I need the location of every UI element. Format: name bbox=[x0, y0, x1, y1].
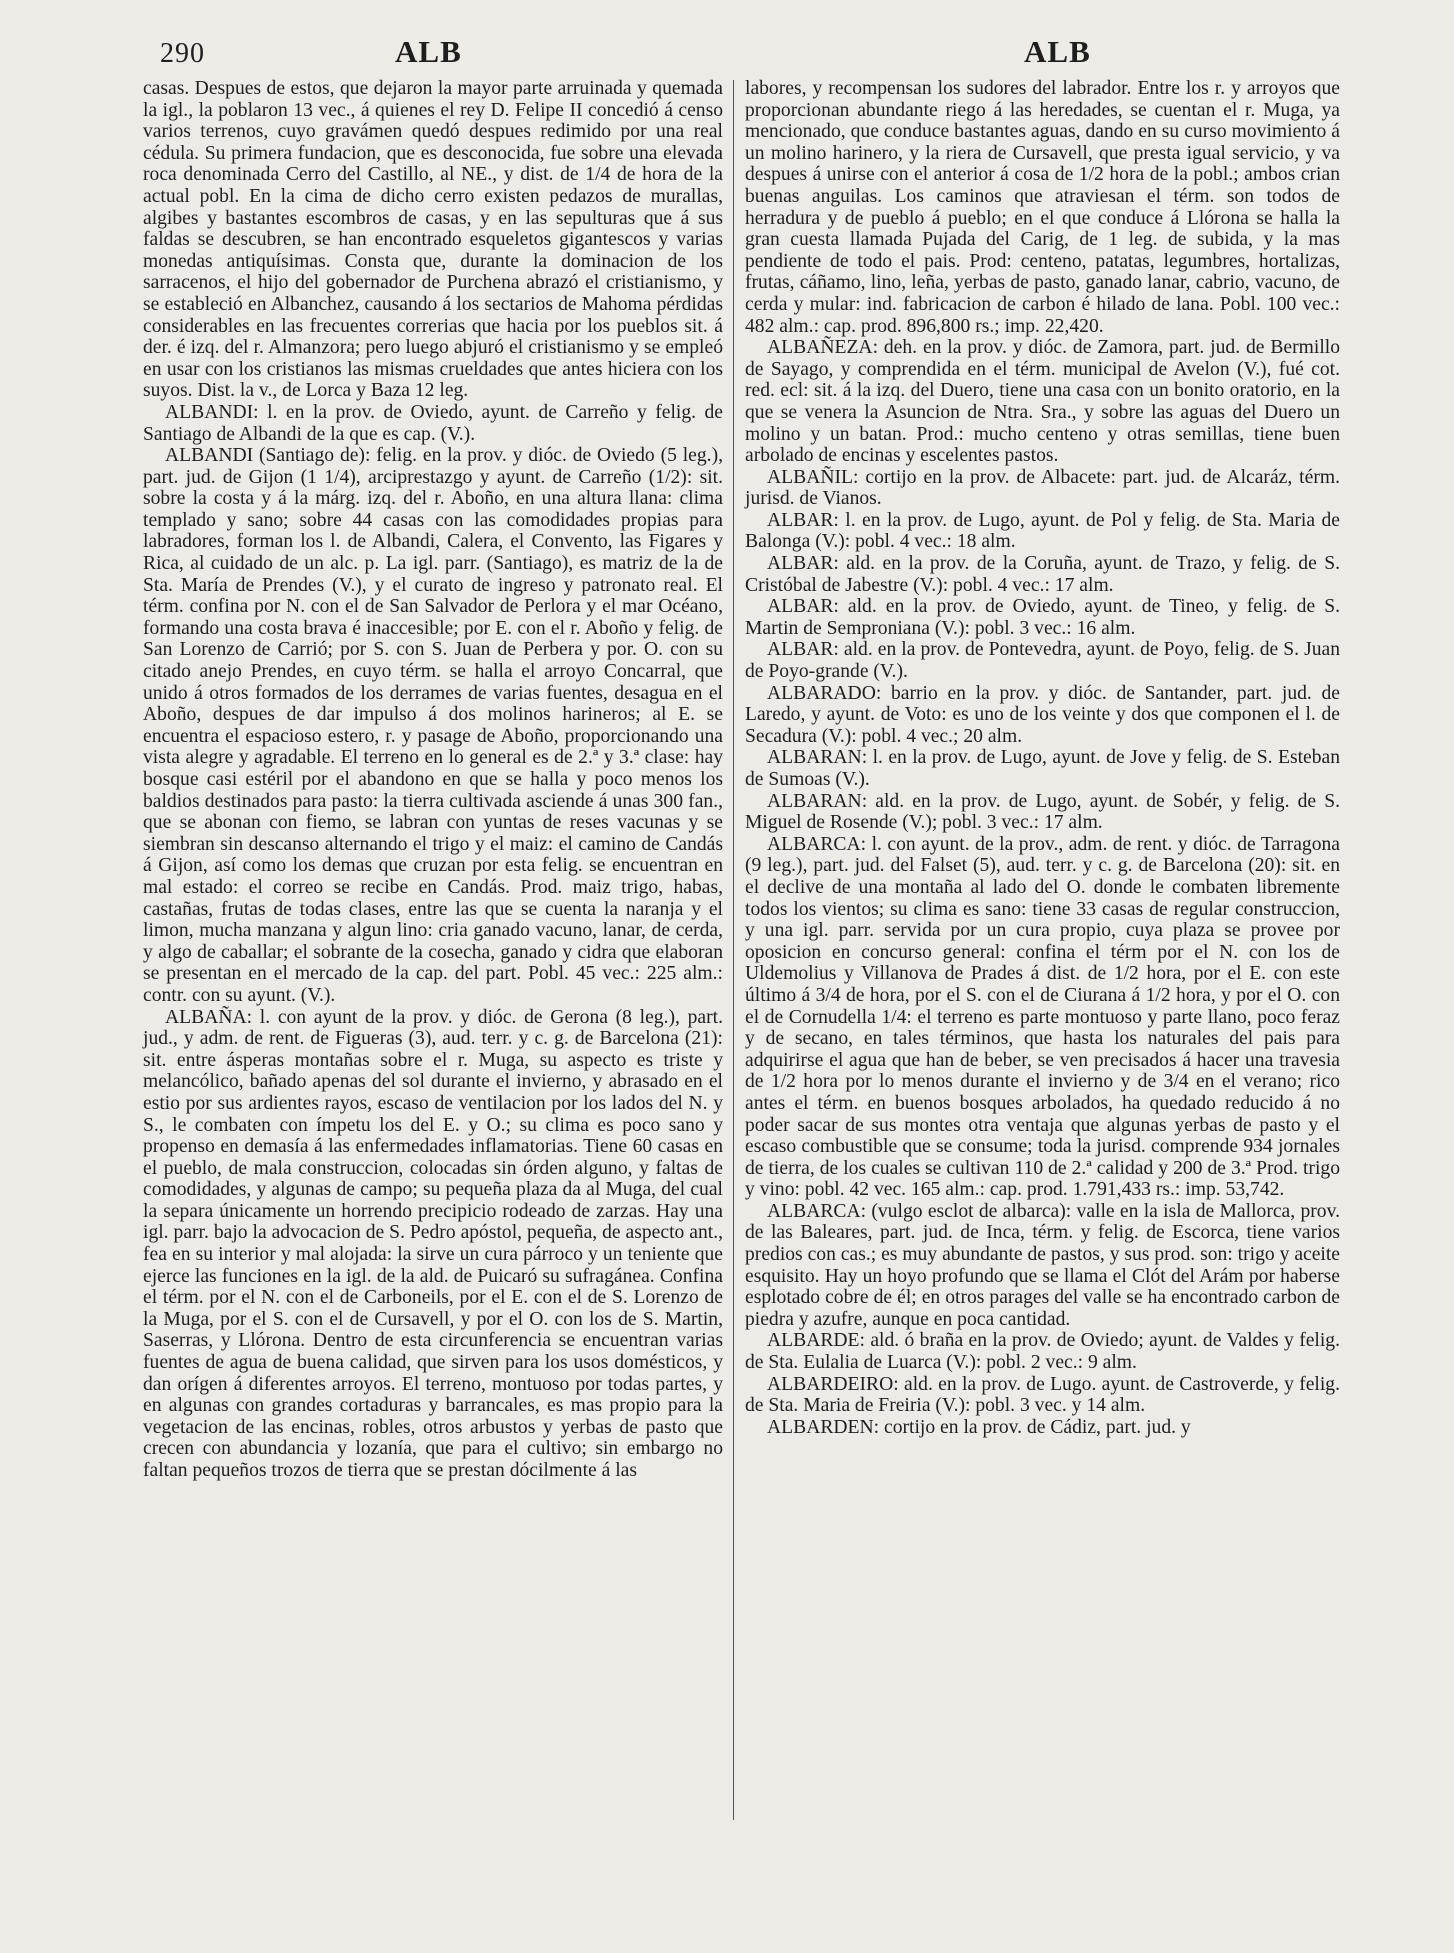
running-head-right: ALB bbox=[1024, 34, 1091, 69]
running-head-left: ALB bbox=[395, 34, 462, 69]
entry-paragraph: ALBANDI (Santiago de): felig. en la prov. y dióc. de Oviedo (5 leg.), part. jud. de Gijon (1 1/4), arciprestazgo y ayunt. de Carreño (1/2): sit. sobre la costa y á la márg. izq. del r. Aboño, en una altura llana: clima templado y sano; sobre 44 casas con las comodidades propias para labradores, forman los l. de Albandi, Calera, el Convento, las Figares y Rica, al cuidado de un alc. p. La igl. parr. (Santiago), es matriz de la de Sta. María de Prendes (V.), y el curato de ingreso y patronato real. El térm. confina por N. con el de San Salvador de Perlora y el mar Océano, formando una costa brava é inaccesible; por E. con el r. Aboño y felig. de San Lorenzo de Carrió; por S. con S. Juan de Perbera y por. O. con su citado anejo Prendes, en cuyo térm. se halla el arroyo Concarral, que unido á otros formados de los derrames de varias fuentes, desagua en el Aboño, despues de dar impulso á dos molinos harineros; al E. se encuentra el espacioso estero, r. y pasage de Aboño, proporcionando una vista alegre y agradable. El terreno en lo general es de 2.ª y 3.ª clase: hay bosque casi estéril por el abandono en que se halla y poco menos los baldios destinados para pasto: la tierra cultivada asciende á unas 300 fan., que se abonan con fiemo, se labran con yuntas de reses vacunas y se siembran sin descanso alternando el trigo y el maiz: el camino de Candás á Gijon, así como los demas que cruzan por esta felig. se encuentran en mal estado: el correo se recibe en Candás. Prod. maiz trigo, habas, castañas, frutas de todas clases, entre las que se cuenta la naranja y el limon, mucha manzana y algun lino: cria ganado vacuno, lanar, de cerda, y algo de caballar; el sobrante de la cosecha, ganado y cidra que elaboran se presentan en el mercado de la cap. del part. Pobl. 45 vec.: 225 alm.: contr. con su ayunt. (V.). bbox=[143, 445, 723, 1006]
entry-paragraph: ALBAR: ald. en la prov. de Pontevedra, ayunt. de Poyo, felig. de S. Juan de Poyo-grande (V.). bbox=[745, 639, 1340, 683]
entry-paragraph: ALBANDI: l. en la prov. de Oviedo, ayunt. de Carreño y felig. de Santiago de Albandi de la que es cap. (V.). bbox=[143, 401, 723, 445]
entry-paragraph: ALBARCA: l. con ayunt. de la prov., adm. de rent. y dióc. de Tarragona (9 leg.), part. jud. del Falset (5), aud. terr. y c. g. de Barcelona (20): sit. en el declive de una montaña al lado del O. donde le combaten libremente todos los vientos; su clima es sano: tiene 33 casas de regular construccion, y una igl. parr. servida por un cura propio, cuya plaza se provee por oposicion en concurso general: confina el térm por el N. con los de Uldemolius y Villanova de Prades á dist. de 1/2 hora, por el E. con este último á 3/4 de hora, por el S. con el de Ciurana á 1/2 hora, y por el O. con el de Cornudella 1/4: el terreno es parte montuoso y parte llano, poco feraz y de secano, en tales términos, que hasta los naturales del pais para adquirirse el agua que han de beber, se ven precisados á hacer una travesia de 1/2 hora por lo menos durante el invierno y de 3/4 en el verano; rico antes el térm. en buenos bosques arbolados, ha quedado reducido á no poder sacar de sus montes otra ventaja que algunas yerbas de pasto y el escaso combustible que se consume; toda la jurisd. comprende 934 jornales de tierra, de los cuales se cultivan 110 de 2.ª calidad y 200 de 3.ª Prod. trigo y vino: pobl. 42 vec. 165 alm.: cap. prod. 1.791,433 rs.: imp. 53,742. bbox=[745, 833, 1340, 1201]
entry-paragraph: ALBAÑA: l. con ayunt de la prov. y dióc. de Gerona (8 leg.), part. jud., y adm. de rent. de Figueras (3), aud. terr. y c. g. de Barcelona (21): sit. entre ásperas montañas sobre el r. Muga, su aspecto es triste y melancólico, bañado apenas del sol durante el invierno, y abrasado en el estio por sus ardientes rayos, escaso de ventilacion por los lados del N. y S., le combaten con ímpetu los del E. y O.; su clima es poco sano y propenso en demasía á las enfermedades inflamatorias. Tiene 60 casas en el pueblo, de mala construccion, colocadas sin órden alguno, y faltas de comodidades, y algunas de campo; su pequeña plaza da al Muga, del cual la separa únicamente un horrendo precipicio rodeado de zarzas. Hay una igl. parr. bajo la advocacion de S. Pedro apóstol, pequeña, de aspecto ant., fea en su interior y mal alojada: la sirve un cura párroco y un teniente que ejerce las funciones en la igl. de la ald. de Puicaró su sufragánea. Confina el térm. por el N. con el de Carboneils, por el E. con el de S. Lorenzo de la Muga, por el S. con el de Cursavell, y por el O. con los de S. Martin, Saserras, y Llórona. Dentro de esta circunferencia se encuentran varias fuentes de agua de buena calidad, que sirven para los usos domésticos, y dan orígen á diferentes arroyos. El terreno, montuoso por todas partes, y en algunas con grandes cortaduras y barrancales, es mas propio para la vegetacion de las encinas, robles, otros arbustos y yerbas de pasto que crecen con abundancia y lozanía, que para el cultivo; sin embargo no faltan pequeños trozos de tierra que se prestan dócilmente á las bbox=[143, 1006, 723, 1481]
entry-paragraph: ALBARDEIRO: ald. en la prov. de Lugo. ayunt. de Castroverde, y felig. de Sta. Maria de Freiria (V.): pobl. 3 vec. y 14 alm. bbox=[745, 1373, 1340, 1417]
entry-paragraph: ALBAR: ald. en la prov. de Oviedo, ayunt. de Tineo, y felig. de S. Martin de Semproniana (V.): pobl. 3 vec.: 16 alm. bbox=[745, 596, 1340, 639]
entry-paragraph: ALBAR: ald. en la prov. de la Coruña, ayunt. de Trazo, y felig. de S. Cristóbal de Jabestre (V.): pobl. 4 vec.: 17 alm. bbox=[745, 553, 1340, 596]
entry-paragraph: ALBAÑEZA: deh. en la prov. y dióc. de Zamora, part. jud. de Bermillo de Sayago, y comprendida en el térm. municipal de Avelon (V.), fué cot. red. ecl: sit. á la izq. del Duero, tiene una casa con un bonito oratorio, en la que se venera la Asuncion de Ntra. Sra., y sobre las aguas del Duero un molino y un batan. Prod.: mucho centeno y otras semillas, tiene buen arbolado de encinas y escelentes pastos. bbox=[745, 337, 1340, 467]
entry-paragraph: ALBARDEN: cortijo en la prov. de Cádiz, part. jud. y bbox=[767, 1416, 1191, 1438]
entry-paragraph: labores, y recompensan los sudores del labrador. Entre los r. y arroyos que proporcionan abundante riego á las heredades, se cuentan el r. Muga, ya mencionado, que conduce bastantes aguas, dando en su curso movimiento á un molino harinero, y la riera de Cursavell, que presta igual servicio, y va despues á unirse con el anterior á cosa de 1/2 hora de la pobl.; ambos crian buenas anguilas. Los caminos que atraviesan el térm. son todos de herradura y de pueblo á pueblo; en el que conduce á Llórona se halla la gran cuesta llamada Pujada del Carig, de 1 leg. de subida, y la mas pendiente de todo el pais. Prod: centeno, patatas, legumbres, hortalizas, frutas, cáñamo, lino, leña, yerbas de pasto, ganado lanar, cabrio, vacuno, de cerda y mular: ind. fabricacion de carbon é hilado de lana. Pobl. 100 vec.: 482 alm.: cap. prod. 896,800 rs.; imp. 22,420. bbox=[745, 78, 1340, 337]
entry-paragraph: ALBARADO: barrio en la prov. y dióc. de Santander, part. jud. de Laredo, y ayunt. de Voto: es uno de los veinte y dos que componen el l. de Secadura (V.): pobl. 4 vec.; 20 alm. bbox=[745, 682, 1340, 747]
entry-paragraph: ALBARCA: (vulgo esclot de albarca): valle en la isla de Mallorca, prov. de las Baleares, part. jud. de Inca, térm. y felig. de Escorca, tiene varios predios con cas.; es muy abundante de pastos, y sus prod. son: trigo y aceite esquisito. Hay un hoyo profundo que se llama el Clót del Arám por haberse esplotado cobre de él; en otros parages del valle se ha encontrado carbon de piedra y azufre, aunque en poca cantidad. bbox=[745, 1200, 1340, 1330]
entry-paragraph: ALBARDE: ald. ó braña en la prov. de Oviedo; ayunt. de Valdes y felig. de Sta. Eulalia de Luarca (V.): pobl. 2 vec.: 9 alm. bbox=[745, 1330, 1340, 1374]
entry-paragraph: ALBARAN: ald. en la prov. de Lugo, ayunt. de Sobér, y felig. de S. Miguel de Rosende (V.); pobl. 3 vec.: 17 alm. bbox=[745, 790, 1340, 834]
entry-paragraph: casas. Despues de estos, que dejaron la mayor parte arruinada y quemada la igl., la poblaron 13 vec., á quienes el rey D. Felipe II concedió á censo varios terrenos, cuyo gravámen quedó despues redimido por una real cédula. Su primera fundacion, que es desconocida, fue sobre una elevada roca denominada Cerro del Castillo, al NE., y dist. de 1/4 de hora de la actual pobl. En la cima de dicho cerro existen pedazos de murallas, algibes y bastantes escombros de casas, y en las sepulturas que á sus faldas se descubren, se han encontrado esqueletos gigantescos y varias monedas antiquísimas. Consta que, durante la dominacion de los sarracenos, el hijo del gobernador de Purchena abrazó el cristianismo, y se estableció en Albanchez, causando á los sectarios de Mahoma pérdidas considerables en las frecuentes correrias que hacia por los pueblos sit. á der. é izq. del r. Almanzora; pero luego abjuró el cristianismo y se empleó en usar con los cristianos las mismas crueldades que antes hiciera con los suyos. Dist. la v., de Lorca y Baza 12 leg. bbox=[143, 78, 723, 402]
entry-paragraph: ALBAÑIL: cortijo en la prov. de Albacete: part. jud. de Alcaráz, térm. jurisd. de Vianos. bbox=[745, 466, 1340, 510]
entry-paragraph: ALBARAN: l. en la prov. de Lugo, ayunt. de Jove y felig. de S. Esteban de Sumoas (V.). bbox=[745, 747, 1340, 790]
page-number: 290 bbox=[160, 38, 205, 69]
column-divider bbox=[733, 80, 734, 1820]
left-column bbox=[143, 78, 723, 1482]
entry-paragraph: ALBAR: l. en la prov. de Lugo, ayunt. de Pol y felig. de Sta. Maria de Balonga (V.): pobl. 4 vec.: 18 alm. bbox=[745, 509, 1340, 553]
right-column bbox=[745, 78, 1340, 1438]
